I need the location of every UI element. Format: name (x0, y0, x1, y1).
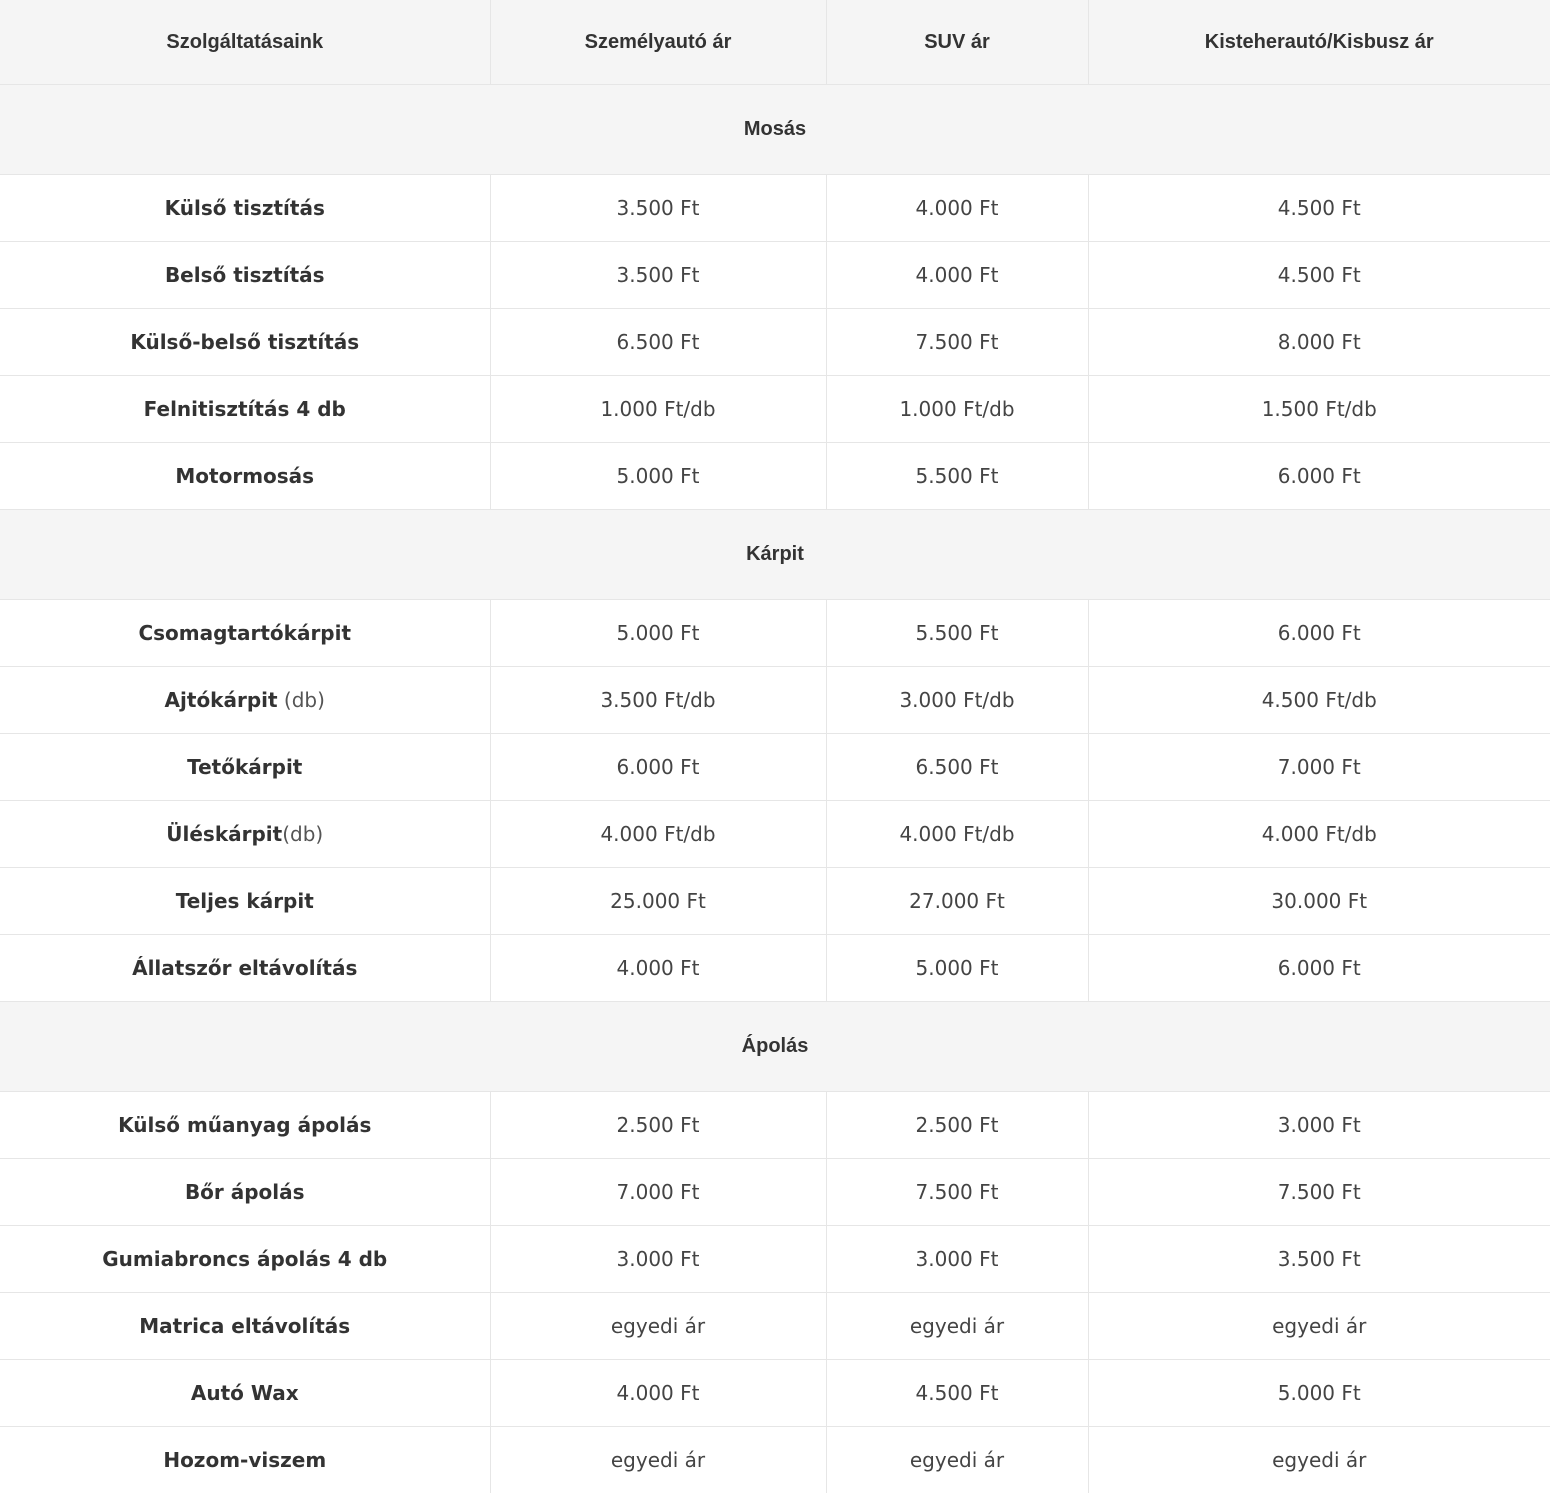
service-name: Tetőkárpit (187, 755, 302, 779)
service-name: Bőr ápolás (185, 1180, 305, 1204)
suv-price-cell: 6.500 Ft (826, 734, 1088, 801)
service-name-cell (0, 935, 490, 1002)
section-row (0, 1002, 1550, 1092)
service-name: Gumiabroncs ápolás 4 db (102, 1247, 387, 1271)
table-row (0, 1226, 1550, 1293)
suv-price-cell: 4.500 Ft (826, 1360, 1088, 1427)
van-price-cell: 3.500 Ft (1088, 1226, 1550, 1293)
table-row (0, 1360, 1550, 1427)
car-price-cell: 3.000 Ft (490, 1226, 826, 1293)
table-row (0, 1159, 1550, 1226)
section-row (0, 85, 1550, 175)
service-name: Csomagtartókárpit (138, 621, 351, 645)
service-name-cell (0, 309, 490, 376)
service-name: Külső műanyag ápolás (118, 1113, 371, 1137)
service-name: Hozom-viszem (163, 1448, 326, 1472)
suv-price-cell: 2.500 Ft (826, 1092, 1088, 1159)
car-price-cell: 3.500 Ft/db (490, 667, 826, 734)
table-row (0, 443, 1550, 510)
suv-price-cell: 7.500 Ft (826, 1159, 1088, 1226)
service-name: Teljes kárpit (176, 889, 314, 913)
service-name-cell (0, 667, 490, 734)
service-name: Külső-belső tisztítás (130, 330, 359, 354)
suv-price-cell: 3.000 Ft (826, 1226, 1088, 1293)
van-price-cell: 7.500 Ft (1088, 1159, 1550, 1226)
service-name-cell (0, 1360, 490, 1427)
table-header (0, 0, 1550, 85)
section-title: Ápolás (0, 1002, 1550, 1092)
van-price-cell: 8.000 Ft (1088, 309, 1550, 376)
table-body (0, 85, 1550, 1493)
suv-price-cell: 3.000 Ft/db (826, 667, 1088, 734)
service-name: Külső tisztítás (165, 196, 325, 220)
car-price-cell: 4.000 Ft (490, 1360, 826, 1427)
car-price-cell: 1.000 Ft/db (490, 376, 826, 443)
suv-price-cell: 1.000 Ft/db (826, 376, 1088, 443)
table-row (0, 242, 1550, 309)
table-row (0, 175, 1550, 242)
car-price-cell: 5.000 Ft (490, 443, 826, 510)
van-price-cell: egyedi ár (1088, 1427, 1550, 1493)
table-row (0, 734, 1550, 801)
van-price-cell: 4.500 Ft (1088, 175, 1550, 242)
car-price-cell: egyedi ár (490, 1293, 826, 1360)
car-price-cell: 7.000 Ft (490, 1159, 826, 1226)
car-price-cell: 3.500 Ft (490, 175, 826, 242)
service-name-cell (0, 376, 490, 443)
car-price-cell: 4.000 Ft/db (490, 801, 826, 868)
van-price-cell: 1.500 Ft/db (1088, 376, 1550, 443)
section-title: Mosás (0, 85, 1550, 175)
service-unit-suffix: (db) (278, 688, 325, 712)
van-price-cell: 6.000 Ft (1088, 600, 1550, 667)
car-price-cell: 6.500 Ft (490, 309, 826, 376)
van-price-cell: egyedi ár (1088, 1293, 1550, 1360)
car-price-cell: 3.500 Ft (490, 242, 826, 309)
van-price-cell: 4.500 Ft (1088, 242, 1550, 309)
header-car-price: Személyautó ár (490, 0, 826, 85)
service-name-cell (0, 1293, 490, 1360)
van-price-cell: 30.000 Ft (1088, 868, 1550, 935)
car-price-cell: 2.500 Ft (490, 1092, 826, 1159)
section-row (0, 510, 1550, 600)
suv-price-cell: 7.500 Ft (826, 309, 1088, 376)
table-row (0, 309, 1550, 376)
van-price-cell: 6.000 Ft (1088, 443, 1550, 510)
service-name-cell (0, 1226, 490, 1293)
car-price-cell: egyedi ár (490, 1427, 826, 1493)
suv-price-cell: 5.500 Ft (826, 443, 1088, 510)
service-name: Ajtókárpit (165, 688, 278, 712)
car-price-cell: 6.000 Ft (490, 734, 826, 801)
suv-price-cell: 4.000 Ft (826, 242, 1088, 309)
van-price-cell: 7.000 Ft (1088, 734, 1550, 801)
service-name-cell (0, 600, 490, 667)
suv-price-cell: 4.000 Ft (826, 175, 1088, 242)
van-price-cell: 3.000 Ft (1088, 1092, 1550, 1159)
suv-price-cell: 27.000 Ft (826, 868, 1088, 935)
service-name: Állatszőr eltávolítás (132, 956, 357, 980)
car-price-cell: 25.000 Ft (490, 868, 826, 935)
service-name-cell (0, 868, 490, 935)
service-name: Felnitisztítás 4 db (144, 397, 346, 421)
service-name: Motormosás (175, 464, 314, 488)
service-name-cell (0, 734, 490, 801)
suv-price-cell: egyedi ár (826, 1427, 1088, 1493)
service-name: Üléskárpit (166, 822, 282, 846)
header-van-price: Kisteherautó/Kisbusz ár (1088, 0, 1550, 85)
car-price-cell: 4.000 Ft (490, 935, 826, 1002)
table-row (0, 1293, 1550, 1360)
suv-price-cell: 5.000 Ft (826, 935, 1088, 1002)
table-row (0, 801, 1550, 868)
car-price-cell: 5.000 Ft (490, 600, 826, 667)
header-row (0, 0, 1550, 85)
section-title: Kárpit (0, 510, 1550, 600)
service-name: Matrica eltávolítás (139, 1314, 350, 1338)
van-price-cell: 5.000 Ft (1088, 1360, 1550, 1427)
service-name-cell (0, 801, 490, 868)
van-price-cell: 4.500 Ft/db (1088, 667, 1550, 734)
table-row (0, 667, 1550, 734)
van-price-cell: 4.000 Ft/db (1088, 801, 1550, 868)
table-row (0, 1427, 1550, 1493)
service-name-cell (0, 1427, 490, 1493)
table-row (0, 600, 1550, 667)
header-services: Szolgáltatásaink (0, 0, 490, 85)
van-price-cell: 6.000 Ft (1088, 935, 1550, 1002)
service-name-cell (0, 1092, 490, 1159)
service-name: Autó Wax (191, 1381, 299, 1405)
service-name-cell (0, 443, 490, 510)
service-name-cell (0, 242, 490, 309)
service-name-cell (0, 1159, 490, 1226)
suv-price-cell: 4.000 Ft/db (826, 801, 1088, 868)
suv-price-cell: 5.500 Ft (826, 600, 1088, 667)
table-row (0, 376, 1550, 443)
header-suv-price: SUV ár (826, 0, 1088, 85)
table-row (0, 1092, 1550, 1159)
table-row (0, 868, 1550, 935)
service-name-cell (0, 175, 490, 242)
table-row (0, 935, 1550, 1002)
service-unit-suffix: (db) (282, 822, 323, 846)
suv-price-cell: egyedi ár (826, 1293, 1088, 1360)
service-name: Belső tisztítás (165, 263, 325, 287)
